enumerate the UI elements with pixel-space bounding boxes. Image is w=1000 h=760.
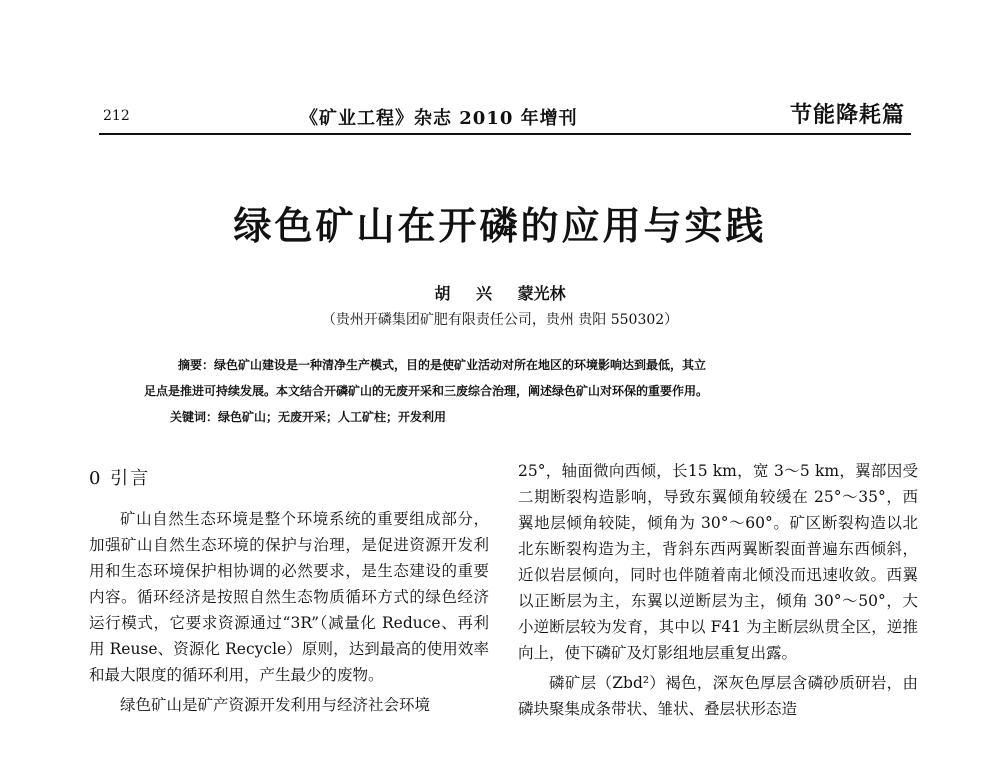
header-rule: [99, 133, 911, 135]
keywords: 关键词：绿色矿山；无废开采；人工矿柱；开发利用: [170, 410, 447, 424]
abstract-line-2: 足点是推进可持续发展。本文结合开磷矿山的无废开采和三废综合治理，阐述绿色矿山对环保的重要作用。: [144, 384, 709, 398]
left-column: [89, 458, 489, 718]
right-column: [518, 458, 918, 722]
geology-paragraph-2: 磷矿层（Zbd²）褐色，深灰色厚层含磷砂质研岩，由磷块聚集成条带状、雏状、叠层状形态造: [518, 674, 918, 718]
authors: 胡 兴 蒙光林: [434, 284, 566, 303]
geology-paragraph-1: 25°，轴面微向西倾，长15 km，宽 3～5 km，翼部因受二期断裂构造影响，导致东翼倾角较缓在 25°～35°，西翼地层倾角较陡，倾角为 30°～60°。矿区断裂构造以北北东断裂构造为主，背斜东西两翼断裂面普遍东西倾斜，近似岩层倾向，同时也伴随着南北倾没而迅速收敛。西翼以正断层为主，东翼以逆断层为主，倾角 30°～50°，大小逆断层较为发育，其中以 F41 为主断层纵贯全区，逆推向上，使下磷矿及灯影组地层重复出露。: [518, 462, 918, 662]
journal-title: 《矿业工程》杂志 2010 年增刊: [300, 108, 578, 129]
abstract-line-1: 摘要：绿色矿山建设是一种清净生产模式，目的是使矿业活动对所在地区的环境影响达到最低，其立: [178, 358, 707, 372]
page-number: 212: [103, 108, 130, 124]
affiliation: （贵州开磷集团矿肥有限责任公司，贵州 贵阳 550302）: [321, 312, 679, 328]
intro-paragraph-1: 矿山自然生态环境是整个环境系统的重要组成部分，加强矿山自然生态环境的保护与治理，是促进资源开发利用和生态环境保护相协调的必然要求，是生态建设的重要内容。循环经济是按照自然生态物质循环方式的绿色经济运行模式，它要求资源通过“3R”（减量化 Reduce、再利用 Reuse、资源化 Recycle）原则，达到最高的使用效率和最大限度的循环利用，产生最少的废物。: [89, 510, 489, 684]
section-label: 节能降耗篇: [790, 102, 906, 128]
paper-title: 绿色矿山在开磷的应用与实践: [233, 203, 767, 248]
section-heading-intro: 0 引言: [89, 468, 151, 489]
intro-paragraph-2: 绿色矿山是矿产资源开发利用与经济社会环境: [120, 696, 431, 714]
